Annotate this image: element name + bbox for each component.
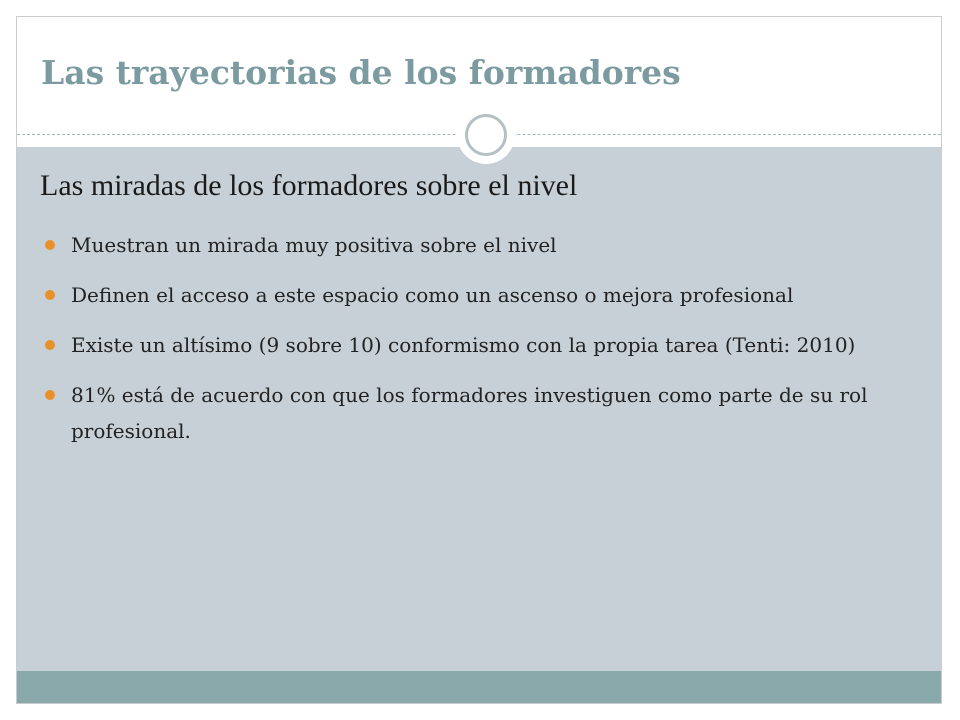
bullet-list: [17, 227, 942, 463]
bullet-text: 81% está de acuerdo con que los formadores investiguen como parte de su rol profesional.: [71, 383, 868, 443]
bullet-text: Existe un altísimo (9 sobre 10) conformismo con la propia tarea (Tenti: 2010): [71, 333, 856, 357]
bullet-item: [17, 327, 942, 363]
bullet-text: Muestran un mirada muy positiva sobre el nivel: [71, 233, 557, 257]
bullet-item: [17, 227, 942, 263]
slide-subtitle: Las miradas de los formadores sobre el nivel: [40, 169, 578, 202]
bullet-dot-icon: [45, 290, 55, 300]
slide-title: Las trayectorias de los formadores: [41, 53, 681, 92]
footer-bar: [17, 671, 942, 704]
bullet-item: [17, 277, 942, 313]
circle-ornament-icon: [457, 106, 515, 164]
bullet-dot-icon: [45, 340, 55, 350]
bullet-dot-icon: [45, 240, 55, 250]
bullet-text: Definen el acceso a este espacio como un ascenso o mejora profesional: [71, 283, 794, 307]
slide: [16, 16, 942, 704]
bullet-dot-icon: [45, 390, 55, 400]
bullet-item: [17, 377, 942, 449]
